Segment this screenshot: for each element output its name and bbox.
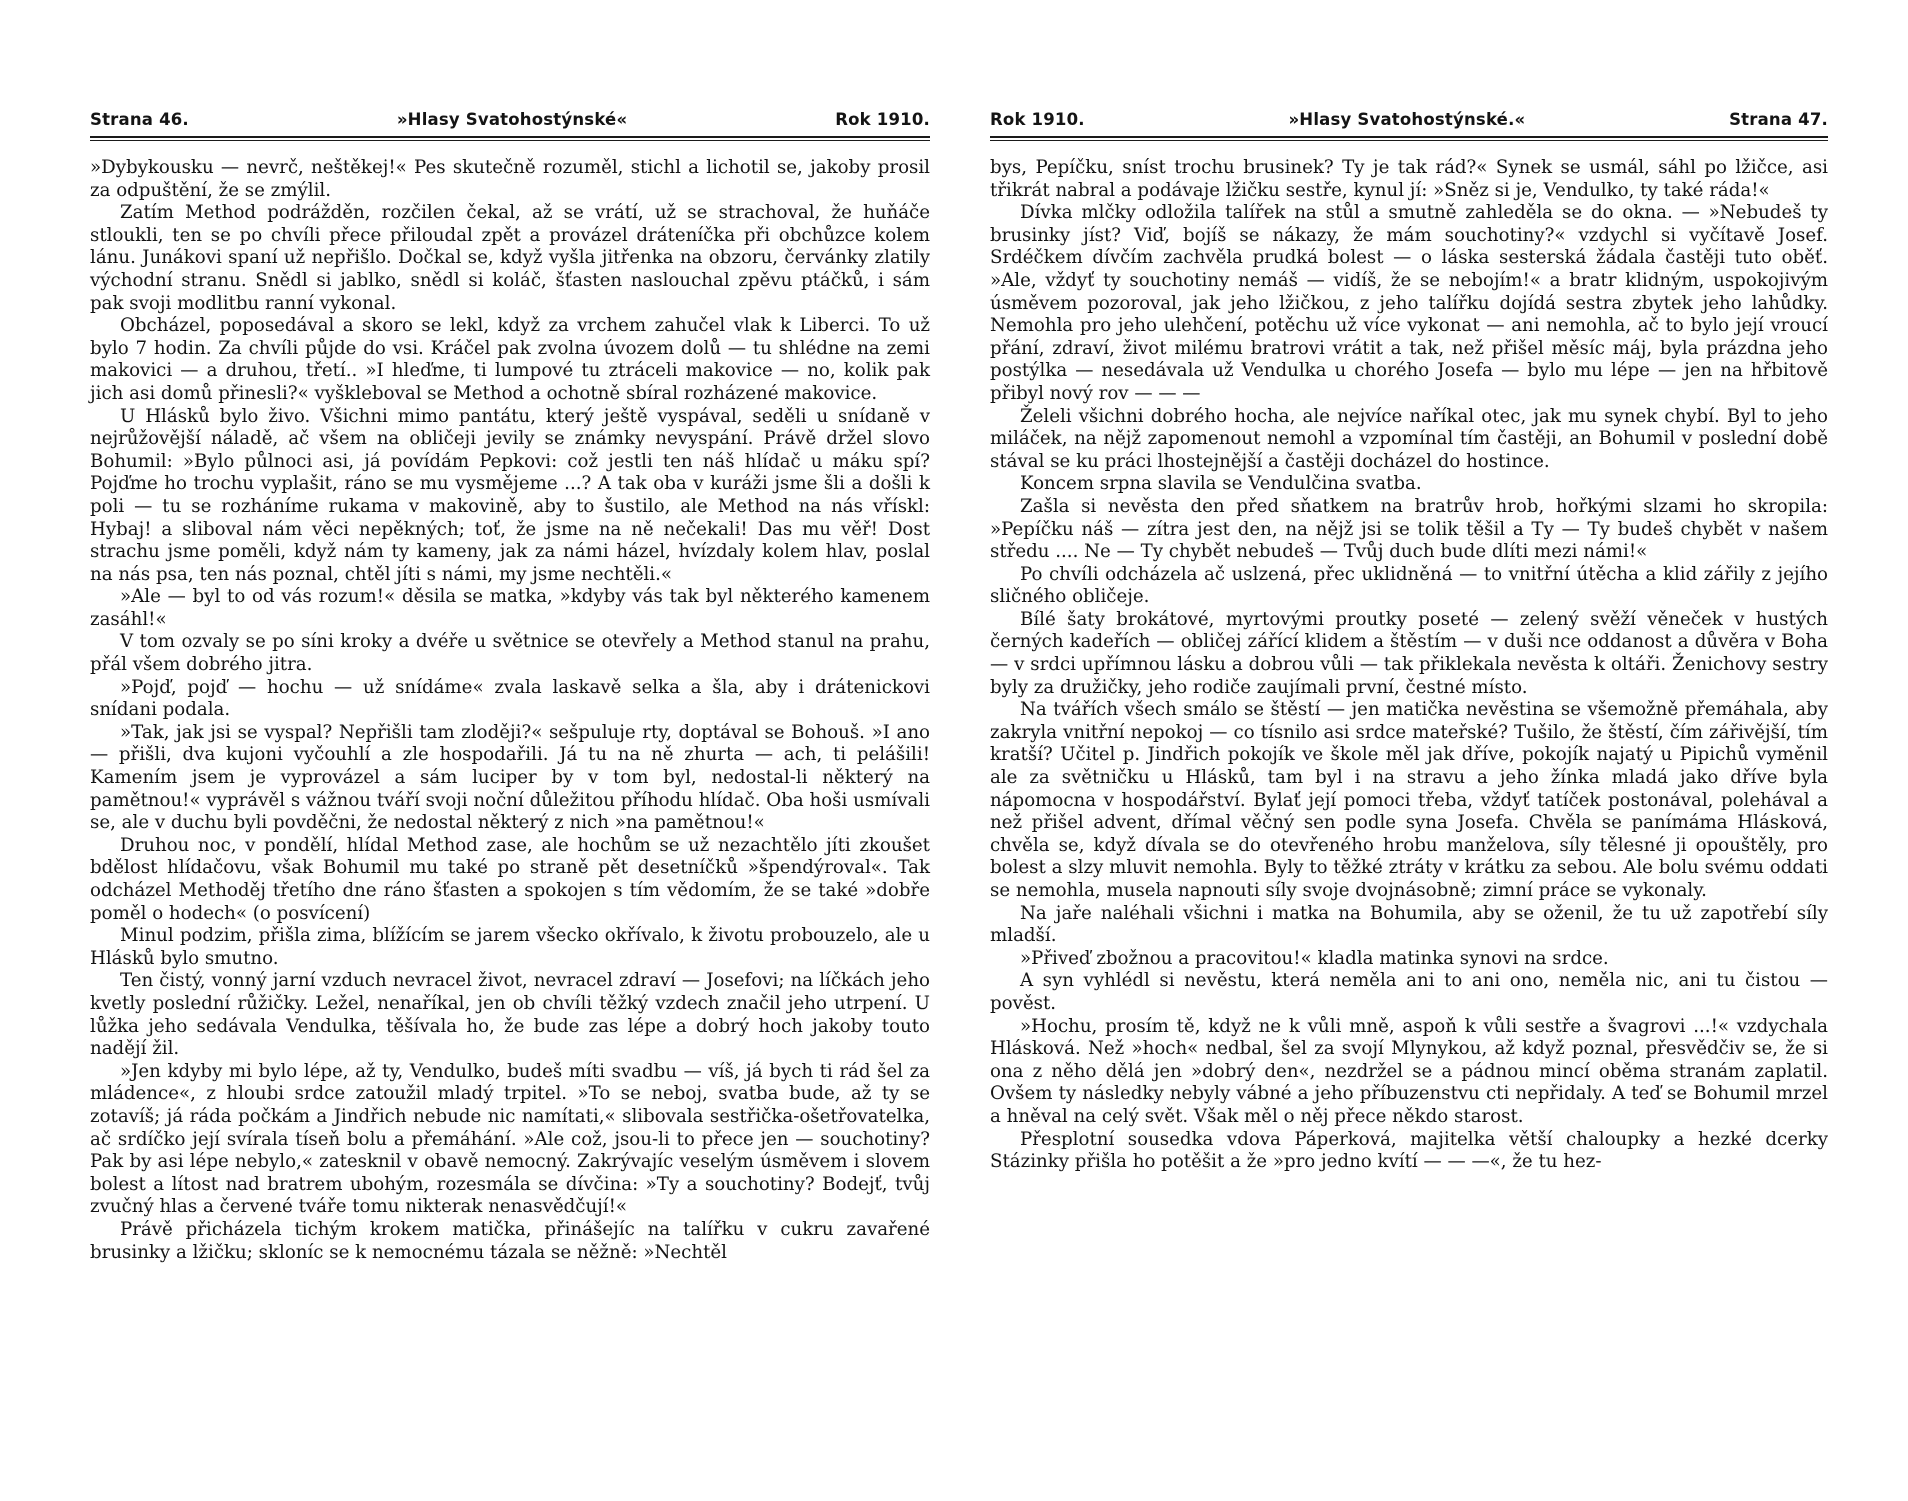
- paragraph: Dívka mlčky odložila talířek na stůl a smutně zahleděla se do okna. — »Nebudeš ty brusinky jíst? Viď, bojíš se nákazy, že mám souchotiny?« vzdychl si vyčítavě Josef. Srdéčkem dívčím zachvěla prudká bolest — o láska sesterská žádala častěji tuto oběť. »Ale, vždyť ty souchotiny nemáš — vidíš, že se nebojím!« a bratr klidným, uspokojivým úsměvem pozoroval, jak jeho lžičkou, z jeho talířku dojídá sestra zbytek jeho lahůdky. Nemohla pro jeho ulehčení, potěchu už více vykonat — ani nemohla, ač to bylo její vroucí přání, zdraví, život milému bratrovi vrátit a tak, než přišel měsíc máj, byla prázdna jeho postýlka — nesedávala už Vendulka u chorého Josefa — bylo mu lépe — jen na hřbitově přibyl nový rov — — —: [990, 202, 1828, 404]
- paragraph: V tom ozvaly se po síni kroky a dvéře u světnice se otevřely a Method stanul na prahu, přál všem dobrého jitra.: [90, 631, 930, 676]
- page-number: Strana 46.: [90, 110, 189, 129]
- paragraph: »Přiveď zbožnou a pracovitou!« kladla matinka synovi na srdce.: [1020, 947, 1609, 969]
- paragraph: »Hochu, prosím tě, když ne k vůli mně, aspoň k vůli sestře a švagrovi ...!« vzdychala Hlásková. Než »hoch« nedbal, šel za svojí Mlynykou, až když poznal, přesvědčiv se, že si ona z něho dělá jen »dobrý den«, nezdržel se a pádnou mincí oběma stranám zaplatil. Ovšem ty následky nebyly vábné a jeho příbuzenstvu cti nepřidaly. A teď se Bohumil mrzel a hněval na celý svět. Však měl o něj přece někdo starost.: [990, 1015, 1828, 1127]
- paragraph: Na jaře naléhali všichni i matka na Bohumila, aby se oženil, že tu už zapotřebí síly mladší.: [990, 902, 1828, 947]
- paragraph: U Hlásků bylo živo. Všichni mimo pantátu, který ještě vyspával, seděli u snídaně v nejrůžovější náladě, ač všem na obličeji jevily se známky nevyspání. Právě držel slovo Bohumil: »Bylo půlnoci asi, já povídám Pepkovi: což jestli ten náš hlídač u máku spí? Pojďme ho trochu vyplašit, ráno se mu vysmějeme ...? A tak oba v kuráži jsme šli a došli k poli — tu se rozháníme rukama v makovině, aby to šustilo, ale Method na nás vřískl: Hybaj! a sliboval nám věci nepěkných; toť, že jsme na ně nečekali! Das mu věř! Dost strachu jsme poměli, když nám ty kameny, jak za námi házel, hvízdaly kolem hlav, poslal na nás psa, ten nás poznal, chtěl jíti s námi, my jsme nechtěli.«: [90, 405, 930, 585]
- paragraph: Zašla si nevěsta den před sňatkem na bratrův hrob, hořkými slzami ho skropila: »Pepíčku náš — zítra jest den, na nějž jsi se tolik těšil a Ty — Ty budeš chybět v našem středu .... Ne — Ty chybět nebudeš — Tvůj duch bude dlíti mezi námi!«: [990, 495, 1828, 563]
- right-page: [990, 110, 1828, 1174]
- paragraph: »Ale — byl to od vás rozum!« děsila se matka, »kdyby vás tak byl některého kamenem zasáhl!«: [90, 586, 930, 630]
- paragraph: Po chvíli odcházela ač uslzená, přec uklidněná — to vnitřní útěcha a klid zářily z jejího sličného obličeje.: [990, 563, 1828, 608]
- left-page: [90, 110, 930, 1264]
- paragraph: Na tvářích všech smálo se štěstí — jen matička nevěstina se všemožně přemáhala, aby zakryla vnitřní nepokoj — co tísnilo asi srdce mateřské? Tušilo, že štěstí, čím zářivější, tím kratší? Učitel p. Jindřich pokojík ve škole měl jak dříve, pokojík najatý u Pipichů vyměnil ale za světničku u Hlásků, tam byl i na stravu a jeho žínka mladá jako dříve byla nápomocna v hospodářství. Bylať její pomoci třeba, vždyť tatíček postonával, polehával a než přišel advent, dřímal věčný sen podle syna Josefa. Chvěla se panímáma Hlásková, chvěla se, když dívala se do otevřeného hrobu manželova, síly tělesné ji opouštěly, pro bolest a slzy mluvit nemohla. Byly to těžké ztráty v krátku za sebou. Ale bolu svému oddati se nemohla, musela napnouti síly svoje dvojnásobně; zimní práce se vykonaly.: [990, 699, 1828, 901]
- body-text: [90, 157, 930, 1264]
- paragraph: »Dybykousku — nevrč, neštěkej!« Pes skutečně rozuměl, stichl a lichotil se, jakoby prosil za odpuštění, že se zmýlil.: [90, 157, 930, 201]
- page-number: Strana 47.: [1729, 110, 1828, 129]
- header-rule: [990, 136, 1828, 138]
- journal-title: »Hlasy Svatohostýnské.«: [1288, 110, 1526, 129]
- running-head: [990, 110, 1828, 132]
- paragraph: »Tak, jak jsi se vyspal? Nepřišli tam zloději?« sešpuluje rty, doptával se Bohouš. »I ano — přišli, dva kujoni vyčouhlí a zle hospodařili. Já tu na ně zhurta — ach, ti pelášili! Kamením jsem je vyprovázel a sám luciper by v tom byl, nedostal-li některý na pamětnou!« vyprávěl s vážnou tváří svoji noční důležitou příhodu hlídač. Oba hoši usmívali se, ale v duchu byli povděčni, že nedostal některý z nich »na pamětnou!«: [90, 721, 930, 834]
- header-rule: [90, 136, 930, 138]
- paragraph: Přesplotní sousedka vdova Páperková, majitelka větší chaloupky a hezké dcerky Stázinky přišla ho potěšit a že »pro jedno kvítí — — —«, že tu hez-: [990, 1128, 1828, 1173]
- paragraph: Právě přicházela tichým krokem matička, přinášejíc na talířku v cukru zavařené brusinky a lžičku; skloníc se k nemocnému tázala se něžně: »Nechtěl: [90, 1218, 930, 1263]
- journal-title: »Hlasy Svatohostýnské«: [396, 110, 628, 129]
- paragraph: Zatím Method podrážděn, rozčilen čekal, až se vrátí, už se strachoval, že huňáče stloukli, ten se po chvíli přece přiloudal zpět a provázel dráteníčka při obchůzce kolem lánu. Junákovi spaní už nepřišlo. Dočkal se, když vyšla jitřenka na obzoru, červánky zlatily východní stranu. Snědl si jablko, snědl si koláč, šťasten naslouchal zpěvu ptáčků, i sám pak svoji modlitbu ranní vykonal.: [90, 202, 930, 314]
- header-rule-thin: [990, 140, 1828, 141]
- year: Rok 1910.: [835, 110, 930, 129]
- paragraph: bys, Pepíčku, sníst trochu brusinek? Ty je tak rád?« Synek se usmál, sáhl po lžičce, asi třikrát nabral a podávaje lžičku sestře, kynul jí: »Sněz si je, Vendulko, ty také ráda!«: [990, 157, 1828, 201]
- running-head: [90, 110, 930, 132]
- paragraph: »Pojď, pojď — hochu — už snídáme« zvala laskavě selka a šla, aby i drátenickovi snídani podala.: [90, 676, 930, 721]
- paragraph: Koncem srpna slavila se Vendulčina svatba.: [1020, 473, 1422, 495]
- paragraph: Ten čistý, vonný jarní vzduch nevracel život, nevracel zdraví — Josefovi; na líčkách jeho kvetly poslední růžičky. Ležel, nenaříkal, jen ob chvíli těžký vzdech značil jeho utrpení. U lůžka jeho sedávala Vendulka, těšívala ho, že bude zas lépe a dobrý hoch jakoby touto nadějí žil.: [90, 970, 930, 1060]
- year: Rok 1910.: [990, 110, 1085, 129]
- paragraph: »Jen kdyby mi bylo lépe, až ty, Vendulko, budeš míti svadbu — víš, já bych ti rád šel za mládence«, z hloubi srdce zatoužil mladý trpitel. »To se neboj, svatba bude, až ty se zotavíš; já ráda počkám a Jindřich nebude nic namítati,« slibovala sestřička-ošetřovatelka, ač srdíčko její svírala tíseň bolu a přemáhání. »Ale což, jsou-li to přece jen — souchotiny? Pak by asi lépe nebylo,« zatesknil v obavě nemocný. Zakrývajíc veselým úsměvem i slovem bolest a lítost nad bratrem ubohým, rozesmála se dívčina: »Ty a souchotiny? Bodejť, tvůj zvučný hlas a červené tváře tomu nikterak nenasvědčují!«: [90, 1060, 930, 1218]
- paragraph: Minul podzim, přišla zima, blížícím se jarem všecko okřívalo, k životu probouzelo, ale u Hlásků bylo smutno.: [90, 925, 930, 969]
- body-text: [990, 157, 1828, 1174]
- header-rule-thin: [90, 140, 930, 141]
- paragraph: Želeli všichni dobrého hocha, ale nejvíce naříkal otec, jak mu synek chybí. Byl to jeho miláček, na nějž zapomenout nemohl a vzpomínal tím častěji, an Bohumil v poslední době stával se ku práci lhostejnější a častěji docházel do hostince.: [990, 405, 1828, 472]
- paragraph: Druhou noc, v pondělí, hlídal Method zase, ale hochům se už nezachtělo jíti zkoušet bdělost hlídačovu, však Bohumil mu také po straně pět desetníčků »špendýroval«. Tak odcházel Methoděj třetího dne ráno šťasten a spokojen s tím vědomím, že se také »dobře poměl o hodech« (o posvícení): [90, 834, 930, 924]
- paragraph: Bílé šaty brokátové, myrtovými proutky poseté — zelený svěží věneček v hustých černých kadeřích — obličej zářící klidem a štěstím — v duši nce oddanost a důvěra v Boha — v srdci upřímnou lásku a dobrou vůli — tak přiklekala nevěsta k oltáři. Ženichovy sestry byly za družičky, jeho rodiče zaujímali první, čestné místo.: [990, 608, 1828, 698]
- paragraph: Obcházel, poposedával a skoro se lekl, když za vrchem zahučel vlak k Liberci. To už bylo 7 hodin. Za chvíli půjde do vsi. Kráčel pak zvolna úvozem dolů — tu shlédne na zemi makovici — a druhou, třetí.. »I hleďme, ti lumpové tu ztráceli makovice — no, kolik pak jich asi domů přinesli?« vyškleboval se Method a ochotně sbíral rozházené makovice.: [90, 315, 930, 404]
- paragraph: A syn vyhlédl si nevěstu, která neměla ani to ani ono, neměla nic, ani tu čistou — pověst.: [990, 970, 1828, 1014]
